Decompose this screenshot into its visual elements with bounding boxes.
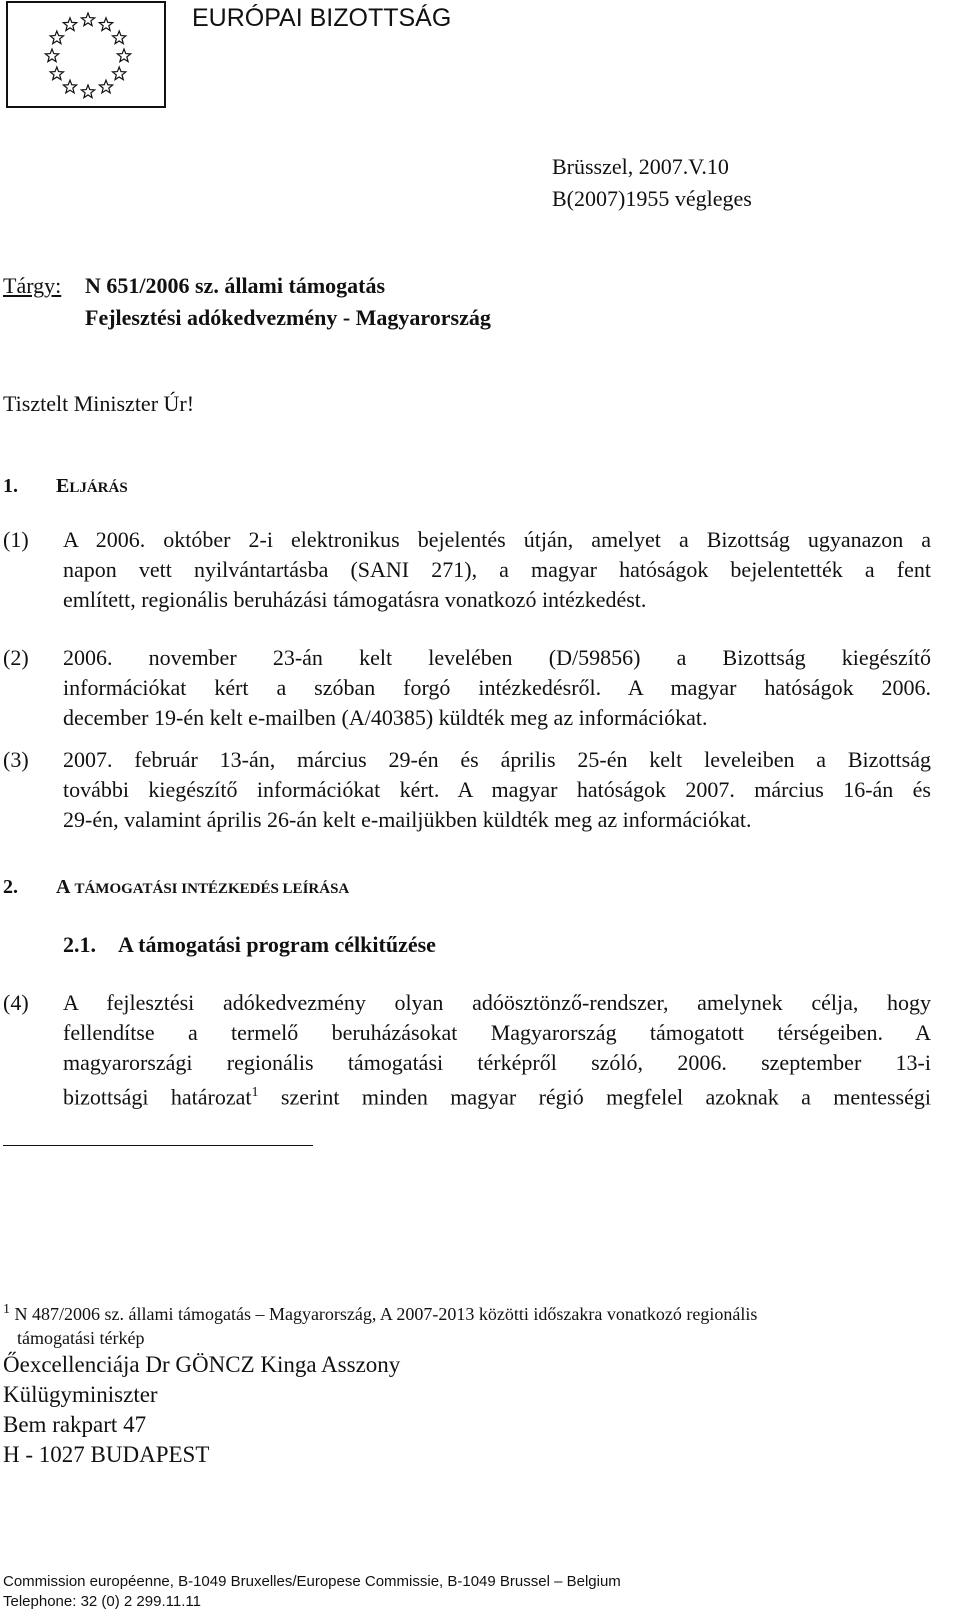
section-1-number: 1.: [3, 475, 18, 497]
paragraph-line: december 19-én kelt e-mailben (A/40385) küldték meg az információkat.: [63, 705, 708, 730]
star-icon: [113, 67, 126, 80]
paragraph-line: információkat kért a szóban forgó intézkedésről. A magyar hatóságok 2006.: [63, 675, 931, 700]
star-icon: [63, 18, 76, 31]
paragraph-line: A fejlesztési adókedvezmény olyan adóösztönző-rendszer, amelynek célja, hogy: [63, 990, 931, 1015]
section-2-number: 2.: [3, 876, 18, 898]
paragraph-line: 2006. november 23-án kelt levelében (D/59856) a Bizottság kiegészítő: [63, 645, 931, 670]
recipient-city: H - 1027 BUDAPEST: [3, 1442, 210, 1467]
section-2-initial: A: [56, 876, 71, 898]
eu-stars-flag-icon: [38, 9, 138, 104]
eu-logo: [6, 1, 166, 108]
paragraph-line-last: [63, 1078, 931, 1112]
star-icon: [99, 80, 112, 93]
star-icon: [50, 67, 63, 80]
section-1-heading: [3, 475, 128, 498]
footer-telephone: Telephone: 32 (0) 2 299.11.11: [3, 1593, 201, 1610]
star-icon: [117, 49, 130, 62]
section-2-title: TÁMOGATÁSI INTÉZKEDÉS LEÍRÁSA: [74, 881, 350, 897]
paragraph-1: [63, 525, 931, 615]
paragraph-3: [63, 745, 931, 835]
subsection-number: 2.1.: [63, 932, 96, 957]
paragraph-2: [63, 643, 931, 733]
star-icon: [63, 80, 76, 93]
paragraph-line: 2007. február 13-án, március 29-én és április 25-én kelt leveleiben a Bizottság: [63, 747, 931, 772]
paragraph-4: [63, 988, 931, 1112]
paragraph-4-number: (4): [3, 990, 29, 1015]
paragraph-3-number: (3): [3, 747, 29, 772]
reference-number: B(2007)1955 végleges: [552, 186, 752, 211]
section-1-initial: E: [56, 475, 70, 497]
star-icon: [81, 13, 94, 26]
paragraph-4-text-before: bizottsági határozat: [63, 1084, 252, 1110]
section-1-title: LJÁRÁS: [69, 480, 128, 496]
recipient-street: Bem rakpart 47: [3, 1412, 147, 1437]
footnote-mark: 1: [3, 1302, 10, 1317]
paragraph-2-number: (2): [3, 645, 29, 670]
paragraph-line: magyarországi regionális támogatási térképről szóló, 2006. szeptember 13-i: [63, 1050, 931, 1075]
star-icon: [45, 49, 58, 62]
subject-line-1: N 651/2006 sz. állami támogatás: [85, 273, 386, 298]
footnote-line-2: támogatási térkép: [17, 1328, 145, 1348]
footnote-separator: [3, 1145, 313, 1146]
org-name: EURÓPAI BIZOTTSÁG: [192, 4, 452, 32]
subject-line-2: Fejlesztési adókedvezmény - Magyarország: [85, 305, 491, 330]
recipient-name: Őexcellenciája Dr GÖNCZ Kinga Asszony: [3, 1352, 401, 1377]
paragraph-1-number: (1): [3, 527, 29, 552]
subsection-title: A támogatási program célkitűzése: [118, 932, 436, 957]
footnote-line-1: [3, 1302, 757, 1325]
section-2-heading: [3, 876, 349, 899]
paragraph-line: A 2006. október 2-i elektronikus bejelentés útján, amelyet a Bizottság ugyanazon a: [63, 527, 931, 552]
place-date: Brüsszel, 2007.V.10: [552, 154, 729, 179]
subject-label: Tárgy:: [3, 273, 62, 298]
paragraph-line: említett, regionális beruházási támogatásra vonatkozó intézkedést.: [63, 587, 647, 612]
star-icon: [99, 18, 112, 31]
footnote-text: N 487/2006 sz. állami támogatás – Magyarország, A 2007-2013 közötti időszakra vonatkozó regionális: [10, 1304, 758, 1324]
salutation: Tisztelt Miniszter Úr!: [3, 391, 195, 416]
star-icon: [113, 31, 126, 44]
paragraph-line: 29-én, valamint április 26-án kelt e-mailjükben küldték meg az információkat.: [63, 807, 752, 832]
footnote-reference[interactable]: 1: [251, 1085, 259, 1100]
paragraph-4-text-after: szerint minden magyar régió megfelel azoknak a mentességi: [258, 1084, 931, 1110]
footer-address: Commission européenne, B-1049 Bruxelles/Europese Commissie, B-1049 Brussel – Belgium: [3, 1573, 621, 1590]
star-icon: [81, 85, 94, 98]
star-icon: [50, 31, 63, 44]
recipient-title: Külügyminiszter: [3, 1382, 158, 1407]
paragraph-line: fellendítse a termelő beruházásokat Magyarország támogatott térségeiben. A: [63, 1020, 931, 1045]
paragraph-line: napon vett nyilvántartásba (SANI 271), a magyar hatóságok bejelentették a fent: [63, 557, 931, 582]
paragraph-line: további kiegészítő információkat kért. A magyar hatóságok 2007. március 16-án és: [63, 777, 931, 802]
